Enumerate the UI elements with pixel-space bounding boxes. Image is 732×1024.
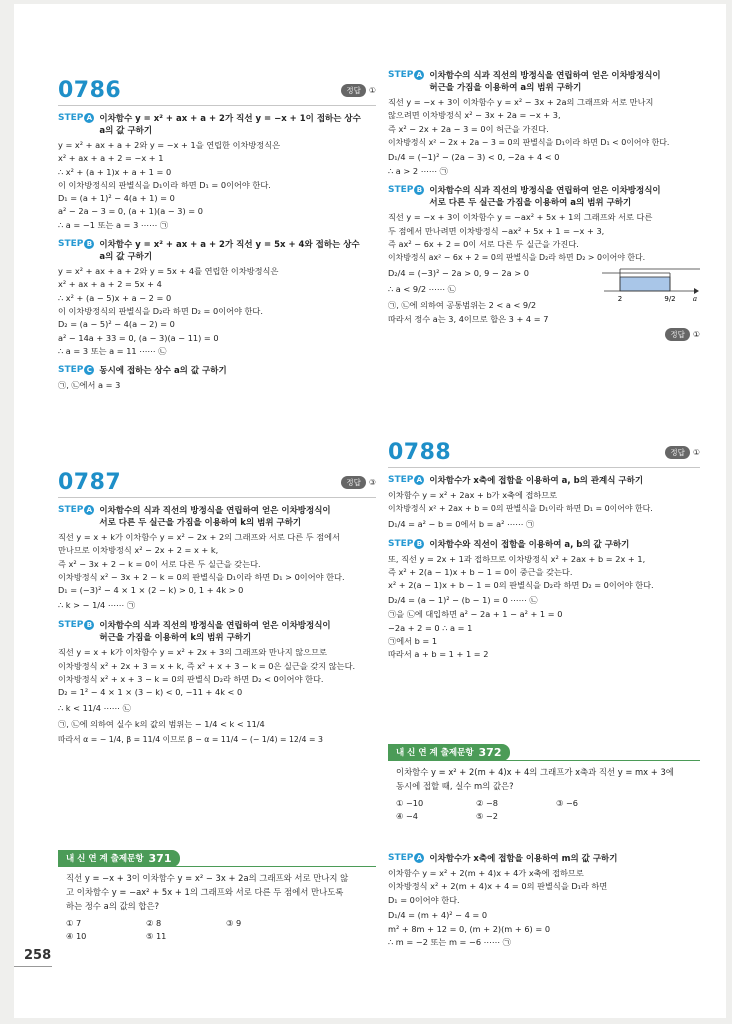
solution-371 bbox=[388, 70, 700, 341]
solution-line: m² + 8m + 12 = 0, (m + 2)(m + 6) = 0 bbox=[388, 923, 551, 934]
q0787-step-b bbox=[58, 620, 376, 747]
solution-line: 직선 y = −x + 3이 이차함수 y = x² − 3x + 2a의 그래프와 서로 만나지 bbox=[388, 97, 654, 107]
step-title: a의 값 구하기 bbox=[99, 252, 153, 263]
choice: ① −10 bbox=[396, 798, 424, 808]
solution-line: a² − 2a − 3 = 0, (a + 1)(a − 3) = 0 bbox=[58, 206, 203, 217]
q0786-answer-badge bbox=[341, 84, 376, 97]
solution-line: D₂/4 = (a − 1)² − (b − 1) = 0 ⋯⋯ ㉡ bbox=[388, 595, 538, 606]
solution-line: 이차방정식 x² + 2x + 3 = x + k, 즉 x² + x + 3 − k = 0은 실근을 갖지 않는다. bbox=[58, 660, 356, 671]
solution-line: 않으려면 이차방정식 x² − 3x + 2a = −x + 3, bbox=[388, 110, 561, 121]
step-title: 이차함수의 식과 직선의 방정식을 연립하여 얻은 이차방정식이 bbox=[99, 506, 331, 516]
q0788-step-a bbox=[388, 475, 700, 532]
choice: ④ 10 bbox=[66, 931, 87, 941]
sol371-answer bbox=[388, 328, 700, 341]
solution-line: x² + ax + a + 2 = 5x + 4 bbox=[58, 279, 162, 290]
solution-line: ㉠을 ㉡에 대입하면 a² − 2a + 1 − a² + 1 = 0 bbox=[388, 609, 563, 620]
solution-line: y = x² + ax + a + 2와 y = 5x + 4를 연립한 이차방정식은 bbox=[58, 266, 279, 277]
q0787-header bbox=[58, 470, 376, 498]
solution-line: 즉 ax² − 6x + 2 = 0이 서로 다른 두 실근을 가진다. bbox=[388, 239, 579, 250]
step-tag: STEP A bbox=[388, 853, 424, 865]
answer-label: 정답 bbox=[665, 446, 690, 459]
solution-line: ∴ x² + (a + 1)x + a + 1 = 0 bbox=[58, 166, 172, 177]
solution-line: ㉠, ㉡에 의하여 공통범위는 2 < a < 9/2 bbox=[388, 299, 537, 310]
answer-label: 정답 bbox=[341, 84, 366, 97]
sol371-step-b bbox=[388, 185, 700, 340]
step-tag: STEP B bbox=[388, 185, 424, 209]
step-tag: STEP A bbox=[388, 475, 424, 487]
solution-line: y = x² + ax + a + 2와 y = −x + 1을 연립한 이차방정식은 bbox=[58, 140, 281, 150]
solution-line: D₁ = 0이어야 한다. bbox=[388, 894, 460, 905]
q0787-answer-badge bbox=[341, 476, 376, 489]
q0788-number: 0788 bbox=[388, 440, 452, 465]
q0788-step-b bbox=[388, 539, 700, 662]
tick-label: 9/2 bbox=[664, 294, 676, 303]
q0787-step-a bbox=[58, 505, 376, 613]
answer-label: 정답 bbox=[665, 328, 690, 341]
solution-line: D₁ = (a + 1)² − 4(a + 1) = 0 bbox=[58, 193, 175, 204]
solution-line: ∴ k < 11/4 ⋯⋯ ㉡ bbox=[58, 702, 131, 713]
step-title: a의 값 구하기 bbox=[99, 126, 153, 136]
solution-line: 만나므로 이차방정식 x² − 2x + 2 = x + k, bbox=[58, 545, 219, 556]
problem-372 bbox=[388, 740, 700, 823]
q0787-number: 0787 bbox=[58, 470, 122, 495]
q0788-header bbox=[388, 440, 700, 468]
choice: ③ −6 bbox=[556, 798, 579, 808]
solution-line: D₁/4 = a² − b = 0에서 b = a² ⋯⋯ ㉠ bbox=[388, 518, 535, 529]
solution-line: x² + 2(a − 1)x + b − 1 = 0의 판별식을 D₂라 하면 D₂ = 0이어야 한다. bbox=[388, 580, 654, 591]
q0787-section bbox=[58, 470, 376, 748]
solution-line: ∴ k > − 1/4 ⋯⋯ ㉠ bbox=[58, 600, 136, 611]
choice: ② 8 bbox=[146, 918, 162, 928]
solution-line: 즉 x² − 2x + 2a − 3 = 0이 허근을 가진다. bbox=[388, 123, 549, 134]
solution-line: D₂ = (a − 5)² − 4(a − 2) = 0 bbox=[58, 319, 175, 330]
page-number: 258 bbox=[24, 948, 52, 963]
solution-line: 또, 직선 y = 2x + 1과 접하므로 이차방정식 x² + 2ax + b = 2x + 1, bbox=[388, 553, 646, 564]
problem-372-header: 내 신 연 계 출제문항 372 bbox=[388, 744, 510, 761]
problem-372-choices bbox=[388, 797, 700, 823]
choice: ① 7 bbox=[66, 918, 82, 928]
left-column bbox=[58, 78, 376, 392]
solution-line: ∴ x² + (a − 5)x + a − 2 = 0 bbox=[58, 292, 172, 303]
step-title: 이차함수 y = x² + ax + a + 2가 직선 y = −x + 1이 접하는 상수 bbox=[99, 114, 361, 124]
step-title: 이차함수가 x축에 접함을 이용하여 m의 값 구하기 bbox=[429, 854, 618, 864]
solution-line: D₁ = (−3)² − 4 × 1 × (2 − k) > 0, 1 + 4k > 0 bbox=[58, 585, 244, 596]
solution-line: 따라서 a + b = 1 + 1 = 2 bbox=[388, 649, 489, 660]
solution-line: ㉠, ㉡에서 a = 3 bbox=[58, 380, 121, 391]
solution-372 bbox=[388, 846, 700, 949]
step-title: 이차함수 y = x² + ax + a + 2가 직선 y = 5x + 4와 접하는 상수 bbox=[99, 240, 360, 251]
page bbox=[14, 4, 726, 1018]
sol371-step-a bbox=[388, 70, 700, 178]
step-tag: STEP A bbox=[58, 505, 94, 529]
q0786-number: 0786 bbox=[58, 78, 122, 103]
solution-line: ∴ a = 3 또는 a = 11 ⋯⋯ ㉡ bbox=[58, 345, 167, 356]
solution-line: x² + ax + a + 2 = −x + 1 bbox=[58, 153, 164, 164]
solution-line: ㉠에서 b = 1 bbox=[388, 636, 438, 647]
step-title: 이차함수와 직선이 접함을 이용하여 a, b의 값 구하기 bbox=[429, 539, 630, 550]
step-tag: STEP B bbox=[388, 539, 424, 551]
solution-line: 이 이차방정식의 판별식을 D₂라 하면 D₂ = 0이어야 한다. bbox=[58, 305, 263, 316]
solution-line: D₁/4 = (−1)² − (2a − 3) < 0, −2a + 4 < 0 bbox=[388, 152, 560, 163]
solution-line: 이차방정식 x² + x + 3 − k = 0의 판별식 D₂라 하면 D₂ < 0이어야 한다. bbox=[58, 674, 324, 685]
step-title: 서로 다른 두 실근을 가짐을 이용하여 a의 범위 구하기 bbox=[429, 198, 632, 209]
step-title: 동시에 접하는 상수 a의 값 구하기 bbox=[99, 366, 227, 377]
step-title: 허근을 가짐을 이용하여 k의 범위 구하기 bbox=[99, 633, 252, 644]
solution-line: 이차방정식 x² − 2x + 2a − 3 = 0의 판별식을 D₁이라 하면 D₁ < 0이어야 한다. bbox=[388, 137, 670, 147]
step-tag: STEP A bbox=[58, 113, 94, 137]
problem-371-text: 직선 y = −x + 3이 이차함수 y = x² − 3x + 2a의 그래프와 서로 만나지 않 고 이차함수 y = −ax² + 5x + 1의 그래프와 서로 다른 두 점에서 만나도록 하는 정수 a의 값의 합은? bbox=[66, 873, 349, 911]
solution-line: D₁/4 = (m + 4)² − 4 = 0 bbox=[388, 909, 488, 920]
solution-line: 이차방정식 x² + 2(m + 4)x + 4 = 0의 판별식을 D₁라 하면 bbox=[388, 881, 608, 892]
step-tag: STEP B bbox=[58, 620, 94, 644]
step-title: 허근을 가짐을 이용하여 a의 범위 구하기 bbox=[429, 83, 582, 93]
solution-line: ∴ m = −2 또는 m = −6 ⋯⋯ ㉠ bbox=[388, 937, 511, 948]
step-title: 이차함수의 식과 직선의 방정식을 연립하여 얻은 이차방정식이 bbox=[429, 186, 661, 197]
step-title: 이차함수의 식과 직선의 방정식을 연립하여 얻은 이차방정식이 bbox=[99, 621, 331, 632]
solution-line: −2a + 2 = 0 ∴ a = 1 bbox=[388, 622, 473, 633]
number-line-diagram bbox=[600, 261, 700, 317]
step-title: 서로 다른 두 실근을 가짐을 이용하여 k의 범위 구하기 bbox=[99, 518, 302, 528]
solution-line: 직선 y = −x + 3이 이차함수 y = −ax² + 5x + 1의 그래프와 서로 다른 bbox=[388, 212, 653, 223]
problem-371-header: 내 신 연 계 출제문항 371 bbox=[58, 850, 180, 867]
problem-371 bbox=[58, 846, 376, 943]
choice: ⑤ −2 bbox=[476, 811, 499, 821]
page-number-rule bbox=[14, 966, 52, 967]
q0788-answer-badge bbox=[665, 446, 700, 459]
sol372-step-a bbox=[388, 853, 700, 949]
problem-371-choices bbox=[58, 917, 376, 943]
choice: ⑤ 11 bbox=[146, 931, 167, 941]
q0788-section bbox=[388, 440, 700, 662]
solution-line: 직선 y = x + k가 이차함수 y = x² + 2x + 3의 그래프와 만나지 않으므로 bbox=[58, 647, 327, 658]
axis-variable-label: a bbox=[692, 294, 698, 303]
choice: ③ 9 bbox=[226, 918, 242, 928]
solution-line: ∴ a = −1 또는 a = 3 ⋯⋯ ㉠ bbox=[58, 219, 169, 230]
choice: ④ −4 bbox=[396, 811, 419, 821]
solution-line: 따라서 α = − 1/4, β = 11/4 이므로 β − α = 11/4 − (− 1/4) = 12/4 = 3 bbox=[58, 734, 323, 744]
solution-line: 이차방정식 x² − 3x + 2 − k = 0의 판별식을 D₁이라 하면 D₁ > 0이어야 한다. bbox=[58, 571, 345, 582]
step-title: 이차함수의 식과 직선의 방정식을 연립하여 얻은 이차방정식이 bbox=[429, 71, 661, 81]
solution-line: 따라서 정수 a는 3, 4이므로 합은 3 + 4 = 7 bbox=[388, 313, 549, 324]
problem-372-text: 이차함수 y = x² + 2(m + 4)x + 4의 그래프가 x축과 직선 y = mx + 3에 동시에 접할 때, 실수 m의 값은? bbox=[396, 767, 674, 791]
step-tag: STEP C bbox=[58, 365, 94, 377]
solution-line: D₂/4 = (−3)² − 2a > 0, 9 − 2a > 0 bbox=[388, 267, 529, 278]
answer-value: ① bbox=[692, 448, 700, 457]
solution-line: 이차함수 y = x² + 2ax + b가 x축에 접하므로 bbox=[388, 490, 558, 500]
solution-line: 두 점에서 만나려면 이차방정식 −ax² + 5x + 1 = −x + 3, bbox=[388, 225, 605, 236]
solution-line: 이 이차방정식의 판별식을 D₁이라 하면 D₁ = 0이어야 한다. bbox=[58, 179, 271, 190]
tick-label: 2 bbox=[617, 294, 623, 303]
solution-line: D₂ = 1² − 4 × 1 × (3 − k) < 0, −11 + 4k < 0 bbox=[58, 687, 243, 698]
solution-line: ∴ a < 9/2 ⋯⋯ ㉡ bbox=[388, 283, 456, 294]
q0786-step-c bbox=[58, 365, 376, 392]
answer-value: ③ bbox=[368, 478, 376, 487]
q0786-header bbox=[58, 78, 376, 106]
answer-label: 정답 bbox=[341, 476, 366, 489]
answer-value: ① bbox=[692, 329, 700, 339]
solution-line: 이차방정식 x² + 2ax + b = 0의 판별식을 D₁이라 하면 D₁ = 0이어야 한다. bbox=[388, 504, 653, 514]
step-tag: STEP A bbox=[388, 70, 424, 94]
sol371-numberline-block bbox=[388, 265, 700, 326]
solution-line: a² − 14a + 33 = 0, (a − 3)(a − 11) = 0 bbox=[58, 332, 219, 343]
step-title: 이차함수가 x축에 접함을 이용하여 a, b의 관계식 구하기 bbox=[429, 476, 644, 486]
q0786-step-a bbox=[58, 113, 376, 232]
step-tag: STEP B bbox=[58, 239, 94, 263]
solution-line: 즉 x² − 3x + 2 − k = 0이 서로 다른 두 실근을 갖는다. bbox=[58, 558, 261, 569]
solution-line: 직선 y = x + k가 이차함수 y = x² − 2x + 2의 그래프와 서로 다른 두 점에서 bbox=[58, 532, 340, 542]
solution-line: 이차함수 y = x² + 2(m + 4)x + 4가 x축에 접하므로 bbox=[388, 868, 584, 878]
solution-line: 이차방정식 ax² − 6x + 2 = 0의 판별식을 D₂라 하면 D₂ > 0이어야 한다. bbox=[388, 253, 646, 263]
common-range-region bbox=[620, 277, 670, 291]
solution-line: ㉠, ㉡에 의하여 실수 k의 값의 범위는 − 1/4 < k < 11/4 bbox=[58, 718, 265, 729]
choice: ② −8 bbox=[476, 798, 499, 808]
q0786-step-b bbox=[58, 239, 376, 358]
solution-line: 즉 x² + 2(a − 1)x + b − 1 = 0이 중근을 갖는다. bbox=[388, 566, 573, 577]
solution-line: ∴ a > 2 ⋯⋯ ㉠ bbox=[388, 166, 448, 177]
answer-value: ① bbox=[368, 86, 376, 95]
axis-arrow bbox=[694, 288, 699, 294]
